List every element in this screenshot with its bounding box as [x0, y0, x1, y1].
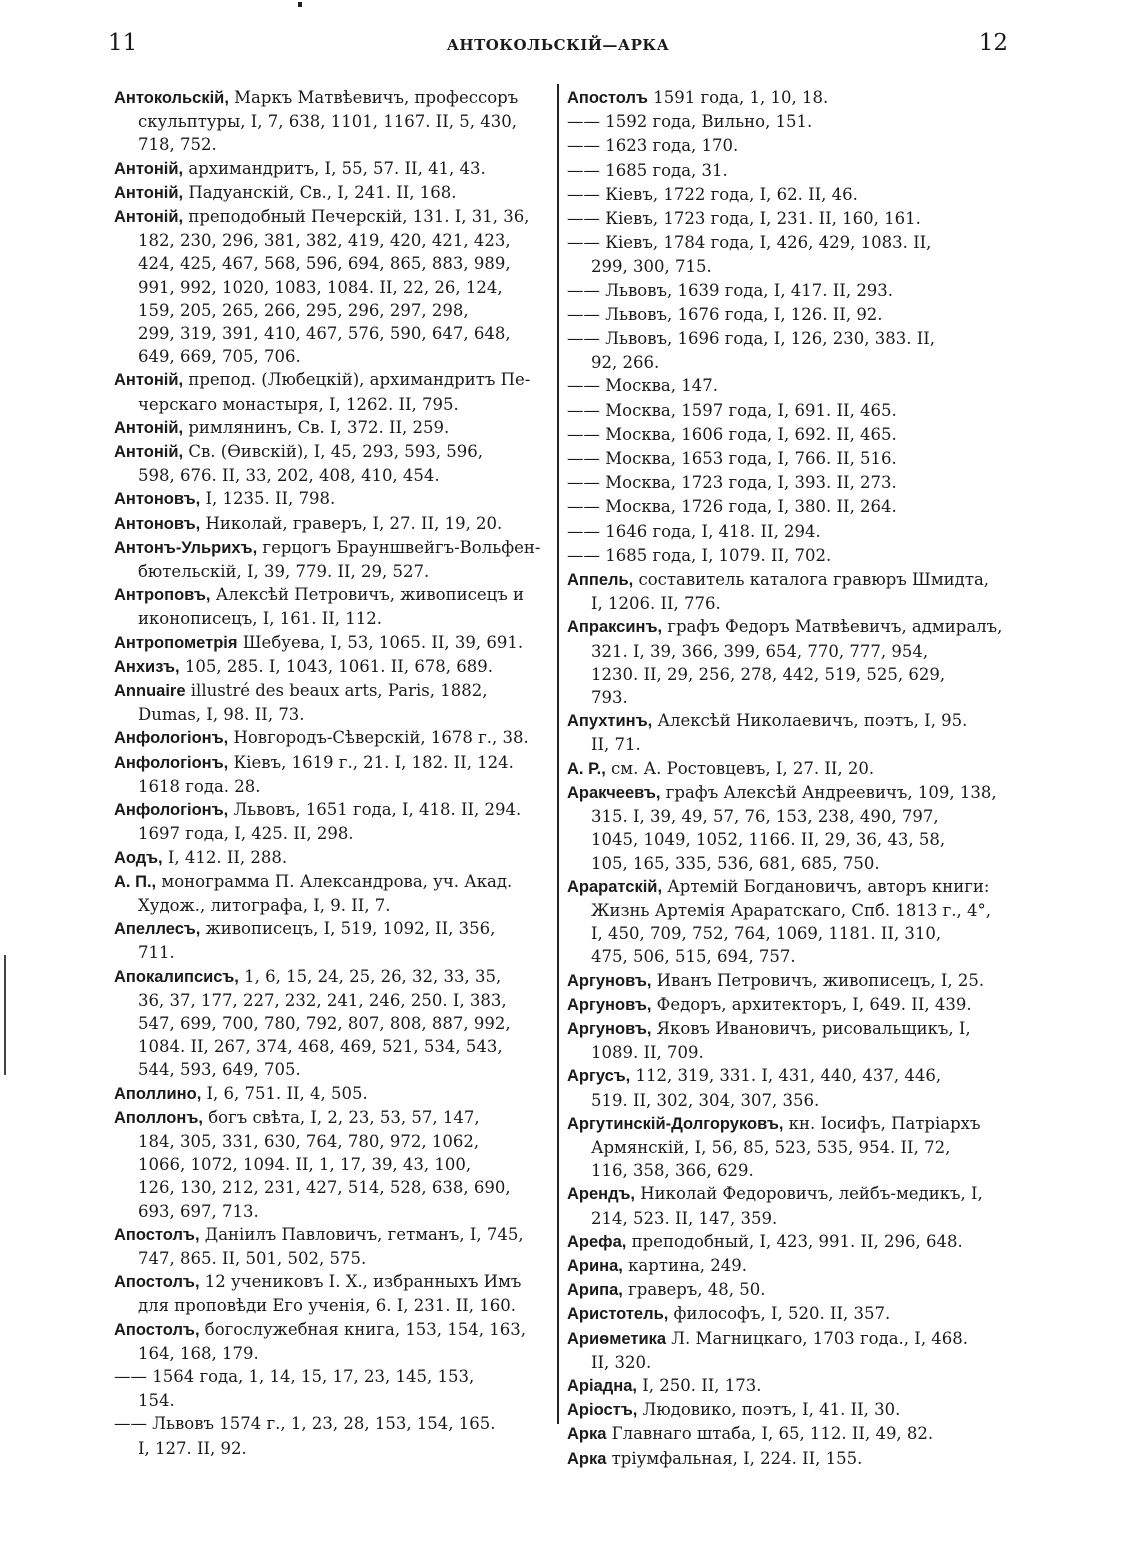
index-entry [567, 1302, 1007, 1326]
entry-headword: Аппель, [567, 571, 634, 590]
entry-references: монограмма П. Александрова, уч. Акад. Худож., литографа, I, 9. II, 7. [138, 871, 513, 915]
entry-references: —— 1623 года, 170. [567, 136, 739, 156]
index-entry [114, 870, 551, 917]
entry-references: герцогъ Брауншвейгъ-Вольфен- бютельскій, I, 39, 779. II, 29, 527. [138, 537, 541, 582]
running-title: АНТОКОЛЬСКІЙ—АРКА [446, 36, 670, 54]
entry-references: римлянинъ, Св. I, 372. II, 259. [183, 417, 450, 437]
entry-references: Л. Магницкаго, 1703 года., I, 468. II, 320. [591, 1328, 969, 1372]
index-entry [567, 969, 1007, 993]
index-entry [114, 512, 551, 536]
index-entry [567, 327, 1007, 374]
index-entry [567, 709, 1007, 756]
index-entry [114, 368, 551, 415]
index-entry [567, 1447, 1007, 1471]
index-entry [567, 1064, 1007, 1111]
entry-references: —— Львовъ, 1639 года, I, 417. II, 293. [567, 280, 894, 300]
index-entry [567, 1374, 1007, 1398]
entry-references: графъ Алексѣй Андреевичъ, 109, 138, 315. I, 39, 49, 57, 76, 153, 238, 490, 797, 1045, 1049, 1052, 1166. II, 29, 36, 43, 58, 105, 165, 335, 536, 681, 685, 750. [591, 782, 997, 873]
index-entry [567, 1017, 1007, 1064]
index-entry [567, 231, 1007, 278]
page-number-left: 11 [108, 30, 138, 56]
right-column [567, 86, 1007, 1471]
entry-references: 12 учениковъ І. Х., избранныхъ Имъ для проповѣди Его ученія, 6. I, 231. II, 160. [138, 1272, 522, 1316]
index-entry [114, 416, 551, 440]
entry-references: Николай, граверъ, I, 27. II, 19, 20. [200, 513, 503, 533]
entry-headword: Антонъ-Ульрихъ, [114, 538, 258, 557]
index-entry [567, 374, 1007, 398]
index-entry [567, 423, 1007, 447]
entry-references: Новгородъ-Сѣверскій, 1678 г., 38. [228, 728, 529, 748]
entry-references: Николай Федоровичъ, лейбъ-медикъ, I, 214, 523. II, 147, 359. [591, 1184, 983, 1228]
scan-margin-line [4, 955, 6, 1075]
entry-references: —— 1685 года, 31. [567, 160, 728, 180]
index-entry [567, 1422, 1007, 1446]
index-entry [567, 110, 1007, 134]
index-entry [567, 86, 1007, 110]
index-entry [114, 726, 551, 750]
entry-references: I, 1235. II, 798. [200, 489, 336, 509]
entry-references: 1591 года, 1, 10, 18. [647, 88, 829, 107]
index-entry [114, 1318, 551, 1365]
index-entry [114, 1106, 551, 1223]
entry-references: Иванъ Петровичъ, живописецъ, I, 25. [651, 970, 985, 990]
entry-references: —— Москва, 147. [567, 376, 718, 396]
index-entry [114, 917, 551, 964]
entry-headword: Annuaire [114, 682, 186, 701]
index-entry [567, 495, 1007, 519]
entry-headword: Антропометрія [114, 633, 238, 652]
entry-references: философъ, I, 520. II, 357. [668, 1304, 891, 1324]
entry-references: Львовъ, 1651 года, I, 418. II, 294. 1697 года, I, 425. II, 298. [138, 800, 522, 844]
entry-references: —— 1564 года, 1, 14, 15, 17, 23, 145, 153, 154. [114, 1366, 475, 1411]
index-entry [567, 1398, 1007, 1422]
page-header [108, 30, 1008, 64]
entry-references: составитель каталога гравюръ Шмидта, I, 1206. II, 776. [591, 570, 990, 614]
entry-headword: Аріадна, [567, 1376, 637, 1395]
entry-references: граверъ, 48, 50. [622, 1280, 766, 1300]
index-entry [567, 1278, 1007, 1302]
index-entry [567, 875, 1007, 969]
index-entry [114, 157, 551, 181]
index-entry [114, 181, 551, 205]
entry-references: 105, 285. I, 1043, 1061. II, 678, 689. [179, 656, 494, 676]
index-entry [567, 757, 1007, 781]
index-entry [114, 205, 551, 368]
entry-references: I, 412. II, 288. [162, 847, 288, 867]
entry-headword: Апостолъ, [114, 1273, 200, 1292]
entry-headword: Антоній, [114, 159, 184, 178]
index-entry [567, 993, 1007, 1017]
index-entry [567, 1254, 1007, 1278]
entry-references: —— Львовъ 1574 г., 1, 23, 28, 153, 154, 165. I, 127. II, 92. [114, 1414, 496, 1458]
entry-headword: Аргусъ, [567, 1067, 631, 1086]
index-entry [567, 1230, 1007, 1254]
entry-headword: Арефа, [567, 1232, 627, 1251]
entry-headword: Аргуновъ, [567, 995, 652, 1014]
index-entry [114, 1082, 551, 1106]
entry-headword: Араратскій, [567, 877, 663, 896]
entry-headword: Апухтинъ, [567, 712, 653, 731]
entry-headword: Антокольскій, [114, 89, 229, 107]
index-entry [567, 207, 1007, 231]
entry-headword: Арипа, [567, 1281, 623, 1300]
entry-references: —— Москва, 1726 года, I, 380. II, 264. [567, 497, 897, 517]
index-entry [567, 1327, 1007, 1374]
index-entry [567, 471, 1007, 495]
entry-headword: Аодъ, [114, 848, 163, 867]
entry-references: графъ Федоръ Матвѣевичъ, адмиралъ, 321. I, 39, 366, 399, 654, 770, 777, 954, 1230. II, 29, 256, 278, 442, 519, 525, 629, 793. [591, 617, 1003, 708]
index-entry [567, 134, 1007, 158]
entry-references: Кіевъ, 1619 г., 21. I, 182. II, 124. 1618 года. 28. [138, 752, 514, 796]
index-entry [567, 781, 1007, 875]
entry-headword: Аракчеевъ, [567, 783, 661, 802]
entry-headword: Арина, [567, 1256, 623, 1275]
index-entry [114, 583, 551, 630]
entry-headword: Аргуновъ, [567, 1019, 652, 1038]
entry-references: Артемій Богдановичъ, авторъ книги: Жизнь Артемія Араратскаго, Спб. 1813 г., 4°, I, 450, 709, 752, 764, 1069, 1181. II, 310, 475, 506, 515, 694, 757. [591, 876, 992, 967]
entry-references: картина, 249. [622, 1255, 748, 1275]
entry-references: —— Кіевъ, 1723 года, I, 231. II, 160, 161. [567, 209, 921, 229]
index-entry [114, 487, 551, 511]
entry-headword: Антоній, [114, 208, 184, 227]
entry-headword: Аріостъ, [567, 1401, 638, 1420]
index-entry [114, 1270, 551, 1317]
index-entry [567, 279, 1007, 303]
index-entry [114, 679, 551, 726]
entry-references: Даніилъ Павловичъ, гетманъ, I, 745, 747, 865. II, 501, 502, 575. [138, 1224, 524, 1268]
entry-references: богъ свѣта, I, 2, 23, 53, 57, 147, 184, 305, 331, 630, 764, 780, 972, 1062, 1066, 1072, 1094. II, 1, 17, 39, 43, 100, 126, 130, 212, 231, 427, 514, 528, 638, 690, 693, 697, 713. [138, 1107, 511, 1221]
entry-headword: Апостолъ, [114, 1225, 200, 1244]
entry-headword: Апостолъ [567, 89, 648, 107]
scan-speck [298, 2, 302, 7]
index-entry [567, 399, 1007, 423]
index-entry [114, 1365, 551, 1412]
entry-headword: Аполлонъ, [114, 1108, 203, 1127]
index-entry [114, 965, 551, 1082]
entry-headword: Ариѳметика [567, 1329, 667, 1348]
index-entry [114, 798, 551, 845]
entry-references: 1, 6, 15, 24, 25, 26, 32, 33, 35, 36, 37, 177, 227, 232, 241, 246, 250. I, 383, 547, 699, 700, 780, 792, 807, 808, 887, 992, 1084. II, 267, 374, 468, 469, 521, 534, 543, 544, 593, 649, 705. [138, 966, 511, 1080]
entry-references: —— Москва, 1723 года, I, 393. II, 273. [567, 473, 897, 493]
entry-references: Алексѣй Николаевичъ, поэтъ, I, 95. II, 71. [591, 711, 968, 755]
entry-references: Маркъ Матвѣевичъ, профессоръ скульптуры, I, 7, 638, 1101, 1167. II, 5, 430, 718, 752. [138, 88, 519, 155]
entry-headword: Апокалипсисъ, [114, 967, 239, 986]
entry-references: живописецъ, I, 519, 1092, II, 356, 711. [138, 919, 496, 963]
entry-references: —— Львовъ, 1676 года, I, 126. II, 92. [567, 304, 883, 324]
index-entry [567, 447, 1007, 471]
entry-headword: Антроповъ, [114, 586, 211, 605]
entry-references: illustré des beaux arts, Paris, 1882, Dumas, I, 98. II, 73. [138, 681, 488, 725]
index-entry [567, 568, 1007, 615]
entry-references: Главнаго штаба, I, 65, 112. II, 49, 82. [606, 1424, 934, 1444]
entry-headword: Аристотель, [567, 1305, 669, 1324]
index-entry [567, 159, 1007, 183]
entry-references: преподобный Печерскій, 131. I, 31, 36, 182, 230, 296, 381, 382, 419, 420, 421, 423, 424, 425, 467, 568, 596, 694, 865, 883, 989, 991, 992, 1020, 1083, 1084. II, 22, 26, 124, 159, 205, 265, 266, 295, 296, 297, 298, 299, 319, 391, 410, 467, 576, 590, 647, 648, 649, 669, 705, 706. [138, 207, 530, 367]
entry-references: Алексѣй Петровичъ, живописецъ и иконописецъ, I, 161. II, 112. [138, 585, 524, 629]
entry-references: препод. (Любецкій), архимандритъ Пе- черскаго монастыря, I, 1262. II, 795. [138, 370, 531, 414]
entry-headword: Арендъ, [567, 1185, 636, 1204]
entry-references: 112, 319, 331. I, 431, 440, 437, 446, 519. II, 302, 304, 307, 356. [591, 1066, 942, 1110]
entry-headword: А. П., [114, 872, 157, 891]
index-entry [114, 751, 551, 798]
index-entry [567, 183, 1007, 207]
entry-headword: Антоновъ, [114, 490, 201, 509]
entry-headword: Анфологіонъ, [114, 729, 229, 748]
entry-references: см. А. Ростовцевъ, I, 27. II, 20. [605, 758, 875, 778]
index-entry [114, 440, 551, 487]
index-entry [114, 655, 551, 679]
index-entry [567, 615, 1007, 709]
entry-references: —— Москва, 1606 года, I, 692. II, 465. [567, 424, 897, 444]
index-entry [567, 1112, 1007, 1183]
entry-headword: Анхизъ, [114, 657, 180, 676]
entry-references: —— Москва, 1597 года, I, 691. II, 465. [567, 400, 897, 420]
entry-headword: Антоній, [114, 183, 184, 202]
entry-references: Людовико, поэтъ, I, 41. II, 30. [637, 1400, 901, 1420]
entry-headword: А. Р., [567, 759, 606, 778]
entry-headword: Арка [567, 1425, 607, 1444]
index-entry [114, 1412, 551, 1459]
entry-headword: Апостолъ, [114, 1320, 200, 1339]
index-entry [114, 536, 551, 583]
entry-references: Шебуева, I, 53, 1065. II, 39, 691. [237, 632, 524, 652]
entry-headword: Анфологіонъ, [114, 801, 229, 820]
entry-references: Св. (Ѳивскій), I, 45, 293, 593, 596, 598, 676. II, 33, 202, 408, 410, 454. [138, 442, 483, 486]
entry-headword: Аполлино, [114, 1084, 202, 1103]
index-entry [114, 1223, 551, 1270]
entry-references: —— Москва, 1653 года, I, 766. II, 516. [567, 449, 897, 469]
entry-references: Яковъ Ивановичъ, рисовальщикъ, I, 1089. II, 709. [591, 1018, 971, 1063]
entry-headword: Арка [567, 1449, 607, 1468]
entry-headword: Анфологіонъ, [114, 753, 229, 772]
entry-headword: Антоній, [114, 371, 184, 390]
entry-headword: Апеллесъ, [114, 920, 201, 939]
entry-references: богослужебная книга, 153, 154, 163, 164, 168, 179. [138, 1319, 527, 1363]
entry-headword: Аргутинскій-Долгоруковъ, [567, 1114, 784, 1133]
entry-references: —— Кіевъ, 1722 года, I, 62. II, 46. [567, 184, 858, 204]
left-column [114, 86, 551, 1460]
index-entry [114, 846, 551, 870]
entry-references: архимандритъ, I, 55, 57. II, 41, 43. [183, 158, 486, 178]
entry-references: —— Кіевъ, 1784 года, I, 426, 429, 1083. II, 299, 300, 715. [567, 233, 932, 277]
entry-headword: Аргуновъ, [567, 971, 652, 990]
entry-references: Падуанскій, Св., I, 241. II, 168. [183, 182, 457, 202]
entry-references: преподобный, I, 423, 991. II, 296, 648. [626, 1231, 963, 1251]
entry-references: кн. Іосифъ, Патріархъ Армянскій, I, 56, 85, 523, 535, 954. II, 72, 116, 358, 366, 629. [591, 1113, 981, 1181]
entry-headword: Антоній, [114, 443, 184, 462]
index-entry [114, 631, 551, 655]
entry-headword: Антоновъ, [114, 514, 201, 533]
entry-references: I, 250. II, 173. [636, 1375, 762, 1395]
entry-references: —— Львовъ, 1696 года, I, 126, 230, 383. II, 92, 266. [567, 329, 936, 373]
entry-references: —— 1685 года, I, 1079. II, 702. [567, 545, 832, 565]
index-entry [114, 86, 551, 157]
entry-references: тріумфальная, I, 224. II, 155. [606, 1448, 863, 1468]
entry-references: Федоръ, архитекторъ, I, 649. II, 439. [651, 994, 972, 1014]
entry-headword: Апраксинъ, [567, 618, 663, 637]
entry-references: —— 1592 года, Вильно, 151. [567, 112, 813, 132]
entry-references: I, 6, 751. II, 4, 505. [201, 1083, 368, 1103]
page-number-right: 12 [978, 30, 1008, 56]
entry-headword: Антоній, [114, 418, 184, 437]
entry-references: —— 1646 года, I, 418. II, 294. [567, 521, 821, 541]
index-entry [567, 303, 1007, 327]
column-divider [557, 84, 559, 1424]
index-entry [567, 520, 1007, 544]
index-entry [567, 1182, 1007, 1229]
index-entry [567, 544, 1007, 568]
